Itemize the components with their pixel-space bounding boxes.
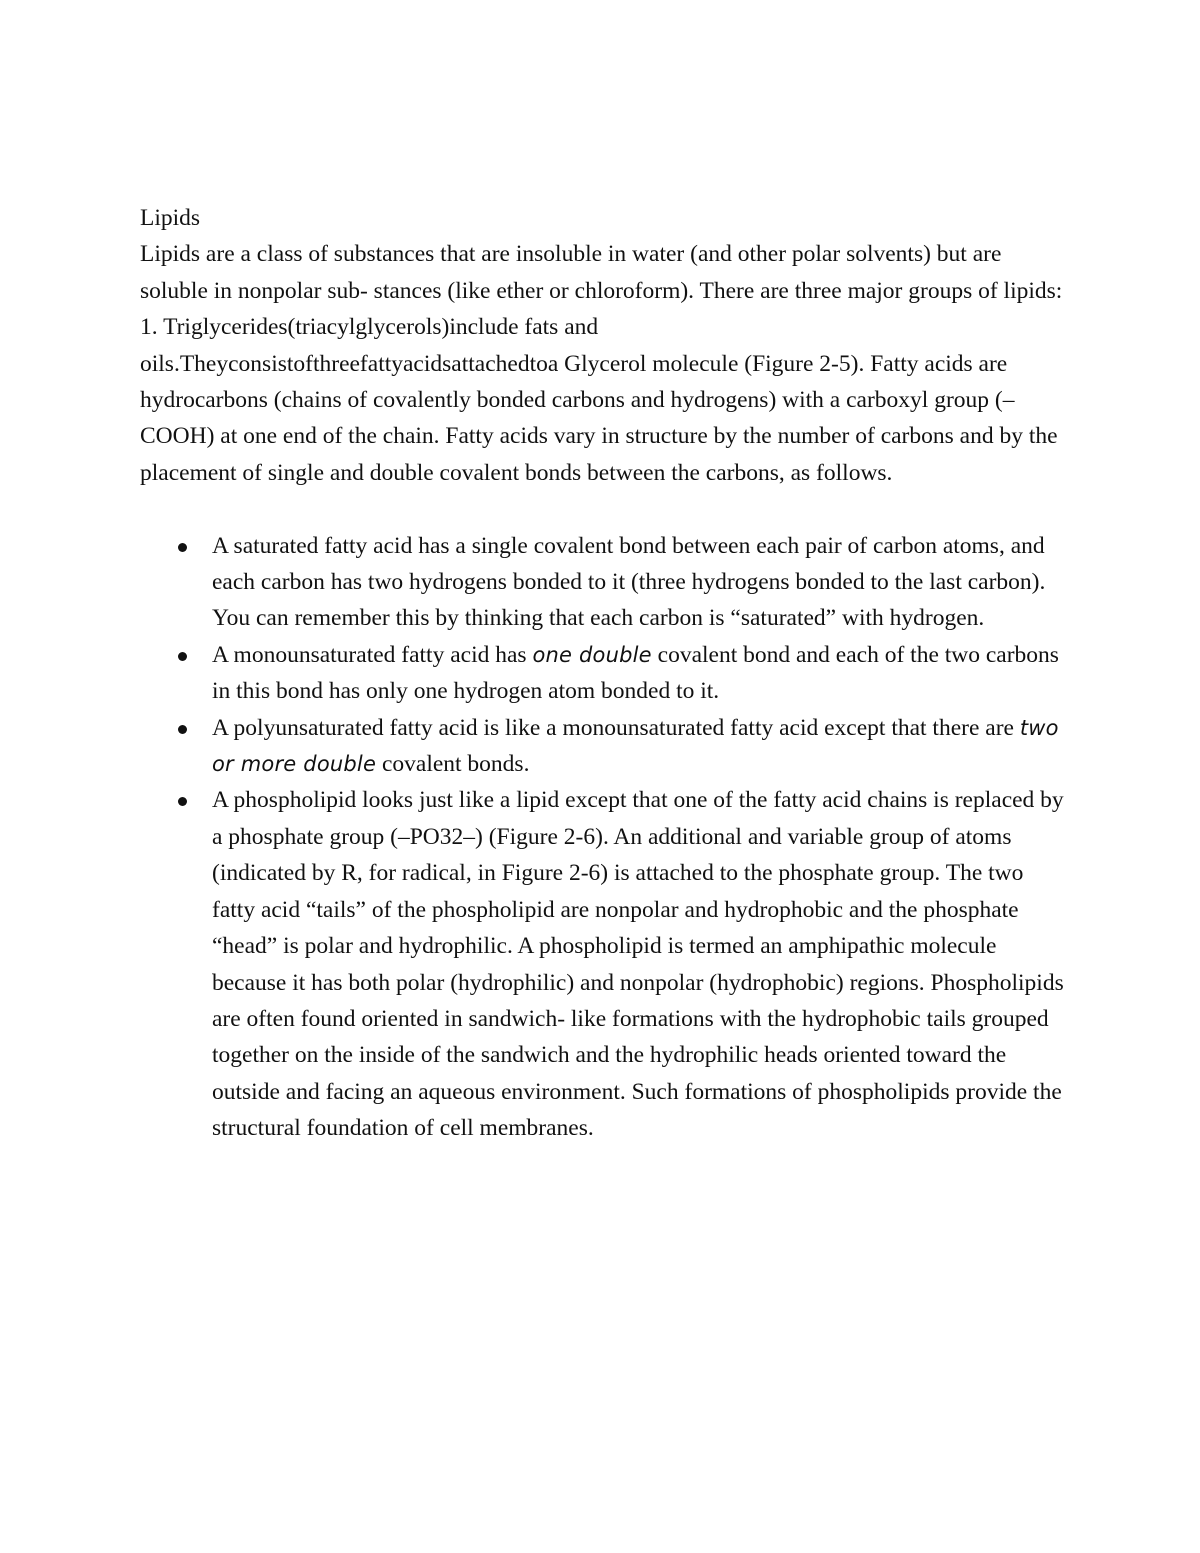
bullet-text-after: covalent bond and each of the two carbons in this bond has only one hydrogen atom bonded to it. [212,641,1059,705]
fatty-acid-bullet-list [140,528,1070,1147]
bullet-dot-icon [178,725,187,734]
paragraph-spacer [140,491,1070,527]
bullet-dot-icon [178,652,187,661]
list-item-1-body [140,346,1070,492]
document-title: Lipids [140,205,201,231]
bullet-item-polyunsaturated [140,710,1070,783]
bullet-item-monounsaturated [140,637,1070,710]
list-item-1-run-on-text: oils.Theyconsistofthreefattyacidsattachedtoa [140,350,559,377]
bullet-item-phospholipid [140,782,1070,1146]
intro-paragraph: Lipids are a class of substances that are insoluble in water (and other polar solvents) but are soluble in nonpolar sub- stances (like ether or chloroform). There are three major groups of lipids: [140,241,1063,304]
bullet-dot-icon [178,797,187,806]
bullet-emphasis: two or more double [212,715,1059,777]
bullet-dot-icon [178,543,187,552]
bullet-item-saturated [140,528,1070,637]
bullet-text-after: covalent bonds. [376,751,530,778]
bullet-text-before: A polyunsaturated fatty acid is like a monounsaturated fatty acid except that there are [212,714,1020,741]
bullet-emphasis: one double [532,642,652,667]
bullet-text: A saturated fatty acid has a single covalent bond between each pair of carbon atoms, and each carbon has two hydrogens bonded to it (three hydrogens bonded to the last carbon). You can remember this by thinking that each carbon is “saturated” with hydrogen. [212,532,1046,632]
document-body [140,200,1070,1147]
bullet-text-before: A monounsaturated fatty acid has [212,641,533,668]
list-item-1-heading: 1. Triglycerides(triacylglycerols)include fats and [140,314,599,341]
bullet-text: A phospholipid looks just like a lipid except that one of the fatty acid chains is replaced by a phosphate group (–PO32–) (Figure 2-6). An additional and variable group of atoms (indicated by R, for radical, in Figure 2-6) is attached to the phosphate group. The two fatty acid “tails” of the phospholipid are nonpolar and hydrophobic and the phosphate “head” is polar and hydrophilic. A phospholipid is termed an amphipathic molecule because it has both polar (hydrophilic) and nonpolar (hydrophobic) regions. Phospholipids are often found oriented in sandwich- like formations with the hydrophobic tails grouped together on the inside of the sandwich and the hydrophilic heads oriented toward the outside and facing an aqueous environment. Such formations of phospholipids provide the structural foundation of cell membranes. [212,787,1064,1142]
list-item-1-continuation: Glycerol molecule (Figure 2-5). Fatty acids are hydrocarbons (chains of covalently bonded carbons and hydrogens) with a carboxyl group (–COOH) at one end of the chain. Fatty acids vary in structure by the number of carbons and by the placement of single and double covalent bonds between the carbons, as follows. [140,350,1058,486]
